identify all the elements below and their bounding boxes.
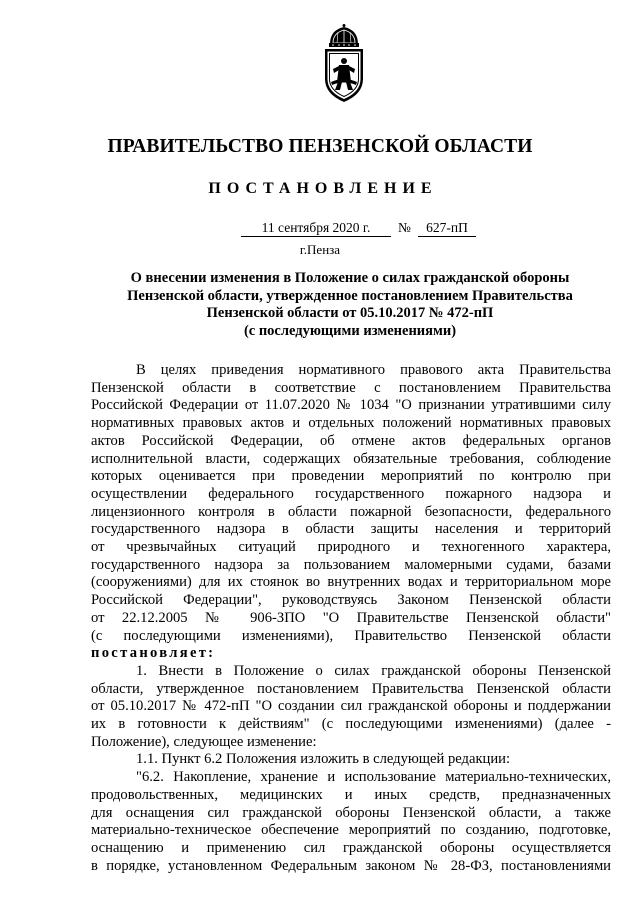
- body-line: от чрезвычайных ситуаций природного и техногенного характера,: [91, 539, 611, 556]
- document-number: 627-пП: [418, 219, 476, 237]
- document-date: 11 сентября 2020 г.: [241, 219, 391, 237]
- body-line: государственного надзора за пользованием маломерными судами, базами: [91, 556, 611, 573]
- body-line: Пензенской области в соответствие с постановлением Правительства: [91, 379, 611, 396]
- body-line: лицензионного контроля в области пожарной безопасности, федерального: [91, 503, 611, 520]
- body-line: которых оценивается при проведении мероприятий по контролю при: [91, 468, 611, 485]
- body-line: Российской Федерации от 11.07.2020 № 1034 "О признании утратившими силу: [91, 397, 611, 414]
- body-line: от 22.12.2005 № 906-ЗПО "О Правительстве Пензенской области": [91, 609, 611, 626]
- body-line: государственного надзора в области защиты населения и территорий: [91, 521, 611, 538]
- body-line: Положение), следующее изменение:: [91, 733, 317, 750]
- subject-line: Пензенской области от 05.10.2017 № 472-пП: [206, 305, 494, 321]
- body-line: осуществлении федерального государственного пожарного надзора и: [91, 485, 611, 502]
- body-line: Российской Федерации", руководствуясь Законом Пензенской области: [91, 592, 611, 609]
- body-line: 1.1. Пункт 6.2 Положения изложить в следующей редакции:: [136, 751, 511, 768]
- body-line: их в готовности к действиям" (с последующими изменениями) (далее -: [91, 716, 611, 733]
- body-line: продовольственных, медицинских и иных средств, предназначенных: [91, 786, 611, 803]
- government-title: ПРАВИТЕЛЬСТВО ПЕНЗЕНСКОЙ ОБЛАСТИ: [107, 136, 533, 157]
- body-line: (сооружениями) для их стоянок во внутренних водах и территориальном море: [91, 574, 611, 591]
- body-line: для оснащения сил гражданской обороны Пензенской области, а также: [91, 804, 611, 821]
- body-line: исполнительной власти, содержащих обязательные требования, соблюдение: [91, 450, 611, 467]
- document-type: ПОСТАНОВЛЕНИЕ: [208, 180, 438, 197]
- document-meta: [0, 219, 640, 237]
- body-line: "6.2. Накопление, хранение и использование материально-технических,: [136, 769, 611, 786]
- penza-coat-of-arms-icon: [321, 24, 367, 104]
- document-subject: [80, 270, 620, 340]
- body-line: в порядке, установленном Федеральным законом № 28-ФЗ, постановлениями: [91, 857, 611, 874]
- body-line: материально-техническое обеспечение мероприятий по созданию, подготовке,: [91, 822, 611, 839]
- body-line: актов Российской Федерации, об отмене актов федеральных органов: [91, 432, 611, 449]
- subject-line: (с последующими изменениями): [243, 322, 457, 339]
- body-line: нормативных правовых актов и отдельных положений нормативных правовых: [91, 415, 611, 432]
- city: г.Пенза: [299, 242, 341, 257]
- body-line: оснащению и применению сил гражданской обороны осуществляется: [91, 839, 611, 856]
- subject-line: Пензенской области, утвержденное постановлением Правительства: [127, 287, 573, 304]
- subject-line: О внесении изменения в Положение о силах гражданской обороны: [130, 270, 570, 286]
- body-line: В целях приведения нормативного правового акта Правительства: [136, 362, 611, 378]
- body-line: от 05.10.2017 № 472-пП "О создании сил гражданской обороны и поддержании: [91, 698, 611, 715]
- body-line: (с последующими изменениями), Правительство Пензенской области: [91, 627, 611, 644]
- body-line: области, утвержденное постановлением Правительства Пензенской области: [91, 680, 611, 697]
- resolves-keyword: постановляет:: [91, 645, 216, 662]
- number-sign: №: [398, 220, 411, 235]
- document-body: [91, 362, 611, 875]
- body-line: 1. Внести в Положение о силах гражданской обороны Пензенской: [136, 662, 611, 679]
